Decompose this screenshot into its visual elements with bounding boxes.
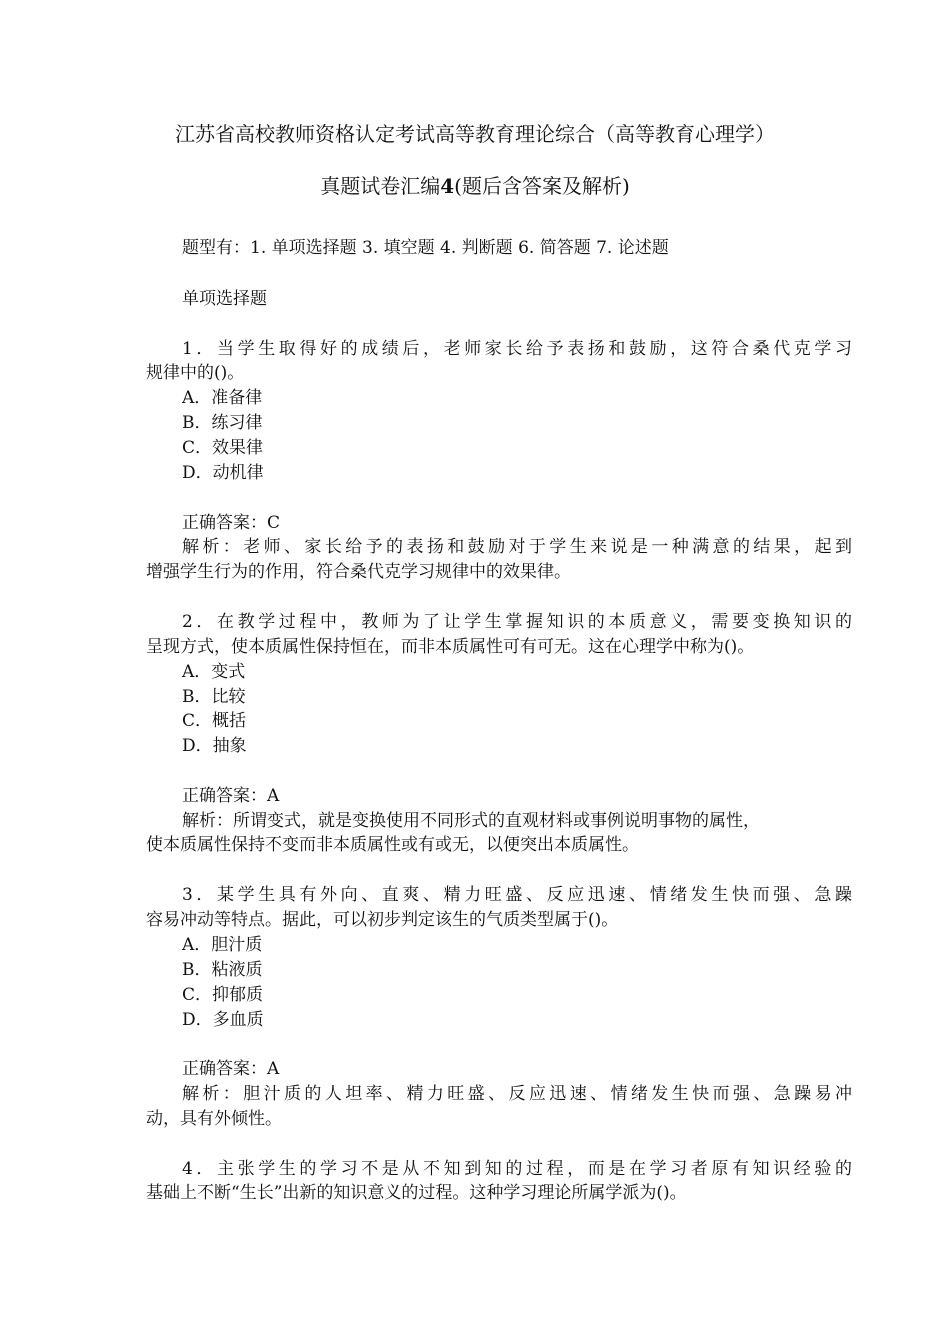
question-3-option-a: A．胆汁质 (182, 935, 263, 955)
doc-title-line-2 (0, 174, 950, 198)
question-4-stem-line-1: 4．主张学生的学习不是从不知到知的过程，而是在学习者原有知识经验的 (182, 1159, 852, 1179)
question-1-stem-line-2: 规律中的()。 (146, 363, 245, 383)
question-1-option-c: C．效果律 (182, 438, 264, 458)
question-2-stem-line-2: 呈现方式，使本质属性保持恒在，而非本质属性可有可无。这在心理学中称为()。 (146, 637, 755, 657)
doc-title-line-1: 江苏省高校教师资格认定考试高等教育理论综合（高等教育心理学） (175, 122, 775, 146)
question-1-option-b: B．练习律 (182, 413, 263, 433)
question-2-option-a: A．变式 (182, 662, 246, 682)
question-2-analysis-line-2: 使本质属性保持不变而非本质属性或有或无，以便突出本质属性。 (146, 835, 639, 855)
doc-title-number: 4 (440, 174, 455, 198)
doc-title-line-2-text-a: 真题试卷汇编 (320, 174, 441, 198)
question-1-option-a: A．准备律 (182, 388, 263, 408)
question-types: 题型有：1. 单项选择题 3. 填空题 4. 判断题 6. 简答题 7. 论述题 (182, 238, 669, 258)
question-3-option-d: D．多血质 (182, 1010, 264, 1030)
question-3-stem-line-1: 3．某学生具有外向、直爽、精力旺盛、反应迅速、情绪发生快而强、急躁 (182, 885, 852, 905)
question-2-option-b: B．比较 (182, 687, 246, 707)
question-2-stem-line-1: 2．在教学过程中，教师为了让学生掌握知识的本质意义，需要变换知识的 (182, 612, 852, 632)
question-1-stem-line-1: 1．当学生取得好的成绩后，老师家长给予表扬和鼓励，这符合桑代克学习 (182, 339, 852, 359)
question-1-answer: 正确答案：C (182, 513, 281, 533)
question-3-option-b: B．粘液质 (182, 960, 263, 980)
question-3-stem-line-2: 容易冲动等特点。据此，可以初步判定该生的气质类型属于()。 (146, 910, 619, 930)
question-2-option-d: D．抽象 (182, 736, 247, 756)
question-1-analysis-line-1: 解析：老师、家长给予的表扬和鼓励对于学生来说是一种满意的结果，起到 (182, 537, 852, 557)
section-heading: 单项选择题 (182, 289, 267, 309)
question-2-answer: 正确答案：A (182, 786, 280, 806)
doc-title-line-2-text-b: (题后含答案及解析) (454, 174, 630, 198)
question-3-analysis-line-1: 解析：胆汁质的人坦率、精力旺盛、反应迅速、情绪发生快而强、急躁易冲 (182, 1084, 852, 1104)
question-3-answer: 正确答案：A (182, 1059, 280, 1079)
question-1-analysis-line-2: 增强学生行为的作用，符合桑代克学习规律中的效果律。 (146, 562, 571, 582)
question-4-stem-line-2: 基础上不断“生长”出新的知识意义的过程。这种学习理论所属学派为()。 (146, 1183, 687, 1203)
question-2-analysis-line-1: 解析：所谓变式，就是变换使用不同形式的直观材料或事例说明事物的属性， (182, 811, 760, 831)
question-2-option-c: C．概括 (182, 711, 247, 731)
question-3-option-c: C．抑郁质 (182, 985, 264, 1005)
question-3-analysis-line-2: 动，具有外倾性。 (146, 1109, 282, 1129)
question-1-option-d: D．动机律 (182, 463, 264, 483)
